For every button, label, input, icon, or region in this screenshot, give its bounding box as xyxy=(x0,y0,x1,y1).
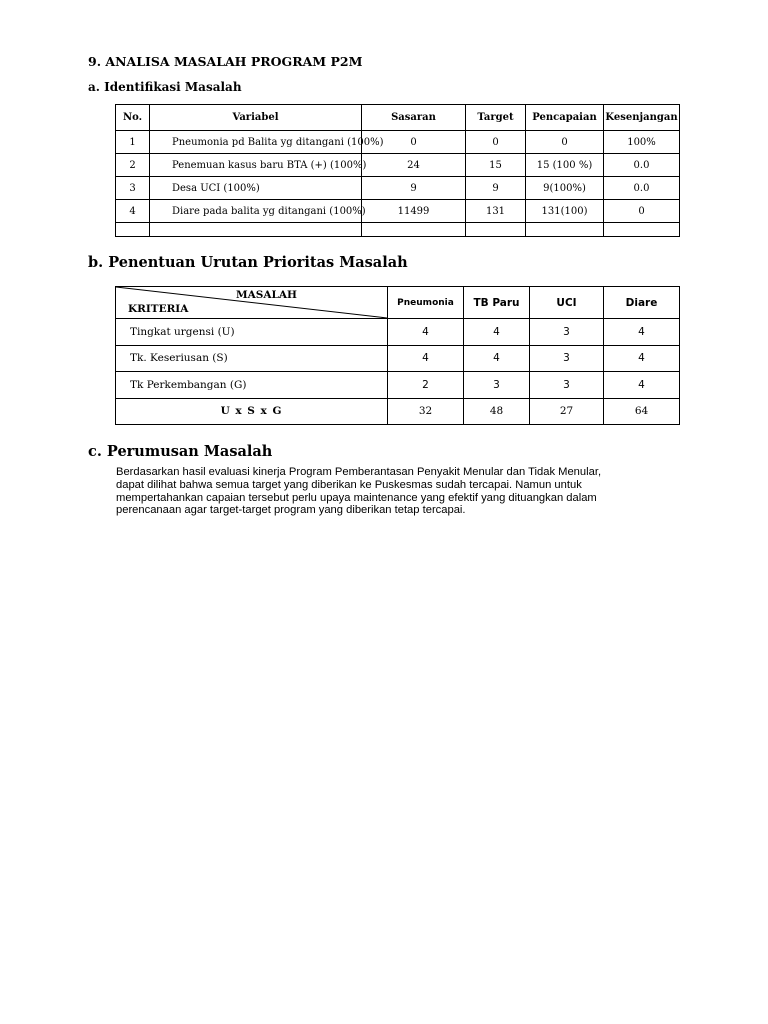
cell-kriteria: Tk. Keseriusan (S) xyxy=(116,345,388,372)
table-row-empty xyxy=(116,223,680,237)
cell-kesenjangan: 0.0 xyxy=(604,177,680,200)
header-pencapaian: Pencapaian xyxy=(526,105,604,131)
cell-sasaran: 9 xyxy=(362,177,466,200)
cell-variabel: Diare pada balita yg ditangani (100%) xyxy=(150,200,362,223)
empty-cell xyxy=(116,223,150,237)
cell-no: 1 xyxy=(116,131,150,154)
perumusan-paragraph xyxy=(116,466,696,517)
cell-total-value: 64 xyxy=(604,398,680,425)
cell-value: 2 xyxy=(388,372,464,399)
header-no: No. xyxy=(116,105,150,131)
prioritas-masalah-table xyxy=(115,286,680,425)
section-c-heading: c. Perumusan Masalah xyxy=(88,443,273,460)
cell-value: 4 xyxy=(604,319,680,346)
diag-label-kriteria: KRITERIA xyxy=(128,303,189,315)
cell-value: 3 xyxy=(464,372,530,399)
cell-total-value: 32 xyxy=(388,398,464,425)
cell-value: 4 xyxy=(388,319,464,346)
cell-target: 15 xyxy=(466,154,526,177)
diag-label-masalah: MASALAH xyxy=(236,289,297,301)
table-row xyxy=(116,345,680,372)
cell-total-value: 48 xyxy=(464,398,530,425)
cell-pencapaian: 131(100) xyxy=(526,200,604,223)
cell-variabel: Desa UCI (100%) xyxy=(150,177,362,200)
paragraph-line: perencanaan agar target-target program yang diberikan tetap tercapai. xyxy=(116,504,466,517)
empty-cell xyxy=(466,223,526,237)
cell-value: 4 xyxy=(464,319,530,346)
cell-kesenjangan: 0 xyxy=(604,200,680,223)
cell-value: 3 xyxy=(530,372,604,399)
page-title: 9. ANALISA MASALAH PROGRAM P2M xyxy=(88,54,363,69)
table-row xyxy=(116,200,680,223)
cell-pencapaian: 9(100%) xyxy=(526,177,604,200)
cell-sasaran: 0 xyxy=(362,131,466,154)
cell-value: 3 xyxy=(530,345,604,372)
cell-no: 4 xyxy=(116,200,150,223)
header-diare: Diare xyxy=(604,287,680,319)
table-row xyxy=(116,177,680,200)
cell-pencapaian: 15 (100 %) xyxy=(526,154,604,177)
cell-kriteria: Tk Perkembangan (G) xyxy=(116,372,388,399)
cell-pencapaian: 0 xyxy=(526,131,604,154)
table-row xyxy=(116,131,680,154)
table-row xyxy=(116,154,680,177)
identifikasi-masalah-table xyxy=(115,104,680,237)
empty-cell xyxy=(526,223,604,237)
empty-cell xyxy=(604,223,680,237)
cell-variabel: Penemuan kasus baru BTA (+) (100%) xyxy=(150,154,362,177)
cell-value: 4 xyxy=(464,345,530,372)
paragraph-line: mempertahankan capaian tersebut perlu upaya maintenance yang efektif yang dituangkan dalam xyxy=(116,491,597,504)
section-a-heading: a. Identifikasi Masalah xyxy=(88,80,242,94)
header-target: Target xyxy=(466,105,526,131)
header-tb-paru: TB Paru xyxy=(464,287,530,319)
cell-kriteria-total: U x S x G xyxy=(116,398,388,425)
table-header-row xyxy=(116,287,680,319)
cell-no: 2 xyxy=(116,154,150,177)
table-header-row xyxy=(116,105,680,131)
cell-value: 3 xyxy=(530,319,604,346)
cell-value: 4 xyxy=(604,345,680,372)
diagonal-header-cell xyxy=(116,287,388,319)
header-uci: UCI xyxy=(530,287,604,319)
cell-target: 0 xyxy=(466,131,526,154)
cell-target: 131 xyxy=(466,200,526,223)
cell-kesenjangan: 0.0 xyxy=(604,154,680,177)
table-row xyxy=(116,372,680,399)
cell-value: 4 xyxy=(604,372,680,399)
cell-sasaran: 11499 xyxy=(362,200,466,223)
section-b-heading: b. Penentuan Urutan Prioritas Masalah xyxy=(88,254,408,271)
cell-sasaran: 24 xyxy=(362,154,466,177)
paragraph-line: Berdasarkan hasil evaluasi kinerja Program Pemberantasan Penyakit Menular dan Tidak Menular, xyxy=(116,466,602,478)
cell-no: 3 xyxy=(116,177,150,200)
cell-value: 4 xyxy=(388,345,464,372)
header-sasaran: Sasaran xyxy=(362,105,466,131)
cell-kesenjangan: 100% xyxy=(604,131,680,154)
cell-kriteria: Tingkat urgensi (U) xyxy=(116,319,388,346)
table-row-total xyxy=(116,398,680,425)
table-row xyxy=(116,319,680,346)
header-variabel: Variabel xyxy=(150,105,362,131)
paragraph-line: dapat dilihat bahwa semua target yang diberikan ke Puskesmas sudah tercapai. Namun untuk xyxy=(116,478,582,491)
empty-cell xyxy=(362,223,466,237)
cell-total-value: 27 xyxy=(530,398,604,425)
cell-variabel: Pneumonia pd Balita yg ditangani (100%) xyxy=(150,131,362,154)
header-pneumonia: Pneumonia xyxy=(388,287,464,319)
cell-target: 9 xyxy=(466,177,526,200)
header-kesenjangan: Kesenjangan xyxy=(604,105,680,131)
empty-cell xyxy=(150,223,362,237)
